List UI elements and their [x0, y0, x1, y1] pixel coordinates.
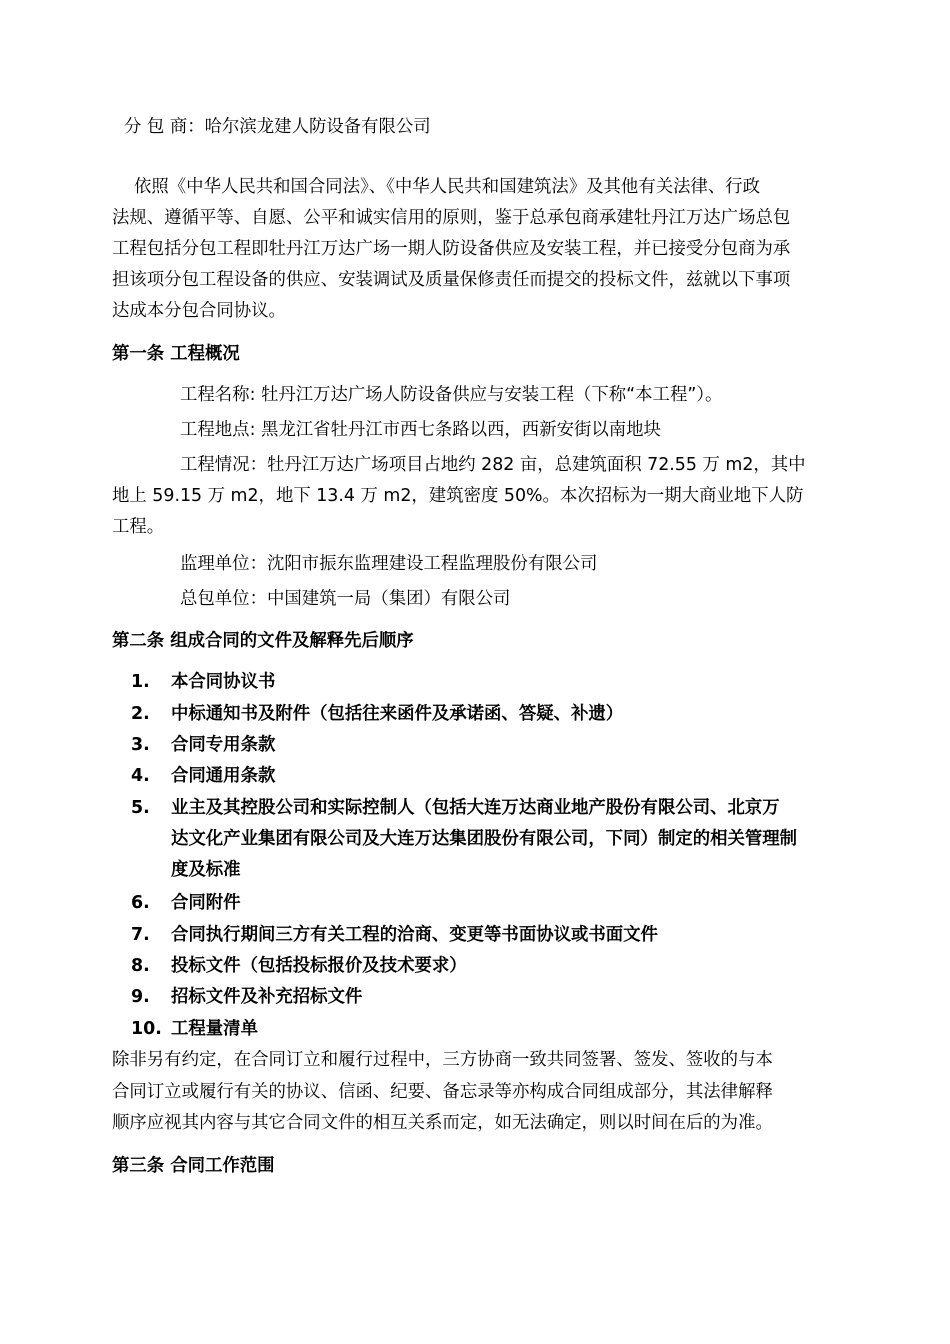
list-item: 本合同协议书 — [171, 672, 276, 692]
preamble-line: 工程包括分包工程即牡丹江万达广场一期人防设备供应及安装工程，并已接受分包商为承 — [112, 239, 791, 259]
list-item-number: 9. — [131, 987, 150, 1007]
list-item-number: 6. — [131, 893, 150, 913]
project-location: 工程地点: 黑龙江省牡丹江市西七条路以西，西新安街以南地块 — [180, 420, 661, 440]
list-item-number: 7. — [131, 925, 150, 945]
preamble-line: 担该项分包工程设备的供应、安装调试及质量保修责任而提交的投标文件，兹就以下事项 — [112, 270, 791, 290]
supervisor-unit: 监理单位：沈阳市振东监理建设工程监理股份有限公司 — [180, 554, 598, 574]
closing-line: 合同订立或履行有关的协议、信函、纪要、备忘录等亦构成合同组成部分，其法律解释 — [112, 1082, 773, 1102]
list-item: 投标文件（包括投标报价及技术要求） — [171, 956, 467, 976]
list-item-number: 4. — [131, 766, 150, 786]
list-item: 招标文件及补充招标文件 — [171, 987, 363, 1007]
article2-heading: 第二条 组成合同的文件及解释先后顺序 — [112, 631, 414, 651]
closing-line: 顺序应视其内容与其它合同文件的相互关系而定，如无法确定，则以时间在后的为准。 — [112, 1113, 773, 1133]
list-item: 合同执行期间三方有关工程的洽商、变更等书面协议或书面文件 — [171, 925, 658, 945]
preamble-line: 法规、遵循平等、自愿、公平和诚实信用的原则，鉴于总承包商承建牡丹江万达广场总包 — [112, 208, 791, 228]
project-status-line: 工程情况：牡丹江万达广场项目占地约 282 亩，总建筑面积 72.55 万 m2，其中 — [180, 455, 806, 475]
list-item: 中标通知书及附件（包括往来函件及承诺函、答疑、补遗） — [171, 704, 624, 724]
list-item-number: 5. — [131, 798, 150, 818]
project-status-line: 地上 59.15 万 m2，地下 13.4 万 m2，建筑密度 50%。本次招标为一期大商业地下人防 — [112, 486, 804, 506]
list-item: 合同附件 — [171, 893, 241, 913]
list-item: 度及标准 — [171, 860, 241, 880]
list-item: 达文化产业集团有限公司及大连万达集团股份有限公司，下同）制定的相关管理制 — [171, 829, 798, 849]
list-item-number: 8. — [131, 956, 150, 976]
list-item: 工程量清单 — [171, 1019, 258, 1039]
subcontractor-line: 分 包 商：哈尔滨龙建人防设备有限公司 — [124, 117, 431, 137]
list-item-number: 3. — [131, 735, 150, 755]
list-item: 合同专用条款 — [171, 735, 276, 755]
list-item: 业主及其控股公司和实际控制人（包括大连万达商业地产股份有限公司、北京万 — [171, 798, 780, 818]
list-item: 合同通用条款 — [171, 766, 276, 786]
preamble-line: 达成本分包合同协议。 — [112, 301, 286, 321]
closing-line: 除非另有约定，在合同订立和履行过程中，三方协商一致共同签署、签发、签收的与本 — [112, 1050, 773, 1070]
general-contractor-unit: 总包单位：中国建筑一局（集团）有限公司 — [180, 589, 511, 609]
article3-heading: 第三条 合同工作范围 — [112, 1156, 275, 1176]
list-item-number: 10. — [131, 1019, 162, 1039]
list-item-number: 1. — [131, 672, 150, 692]
preamble-line: 依照《中华人民共和国合同法》、《中华人民共和国建筑法》及其他有关法律、行政 — [134, 177, 761, 197]
project-name: 工程名称: 牡丹江万达广场人防设备供应与安装工程（下称“本工程”）。 — [180, 385, 723, 405]
list-item-number: 2. — [131, 704, 150, 724]
project-status-line: 工程。 — [112, 517, 165, 537]
article1-heading: 第一条 工程概况 — [112, 344, 240, 364]
